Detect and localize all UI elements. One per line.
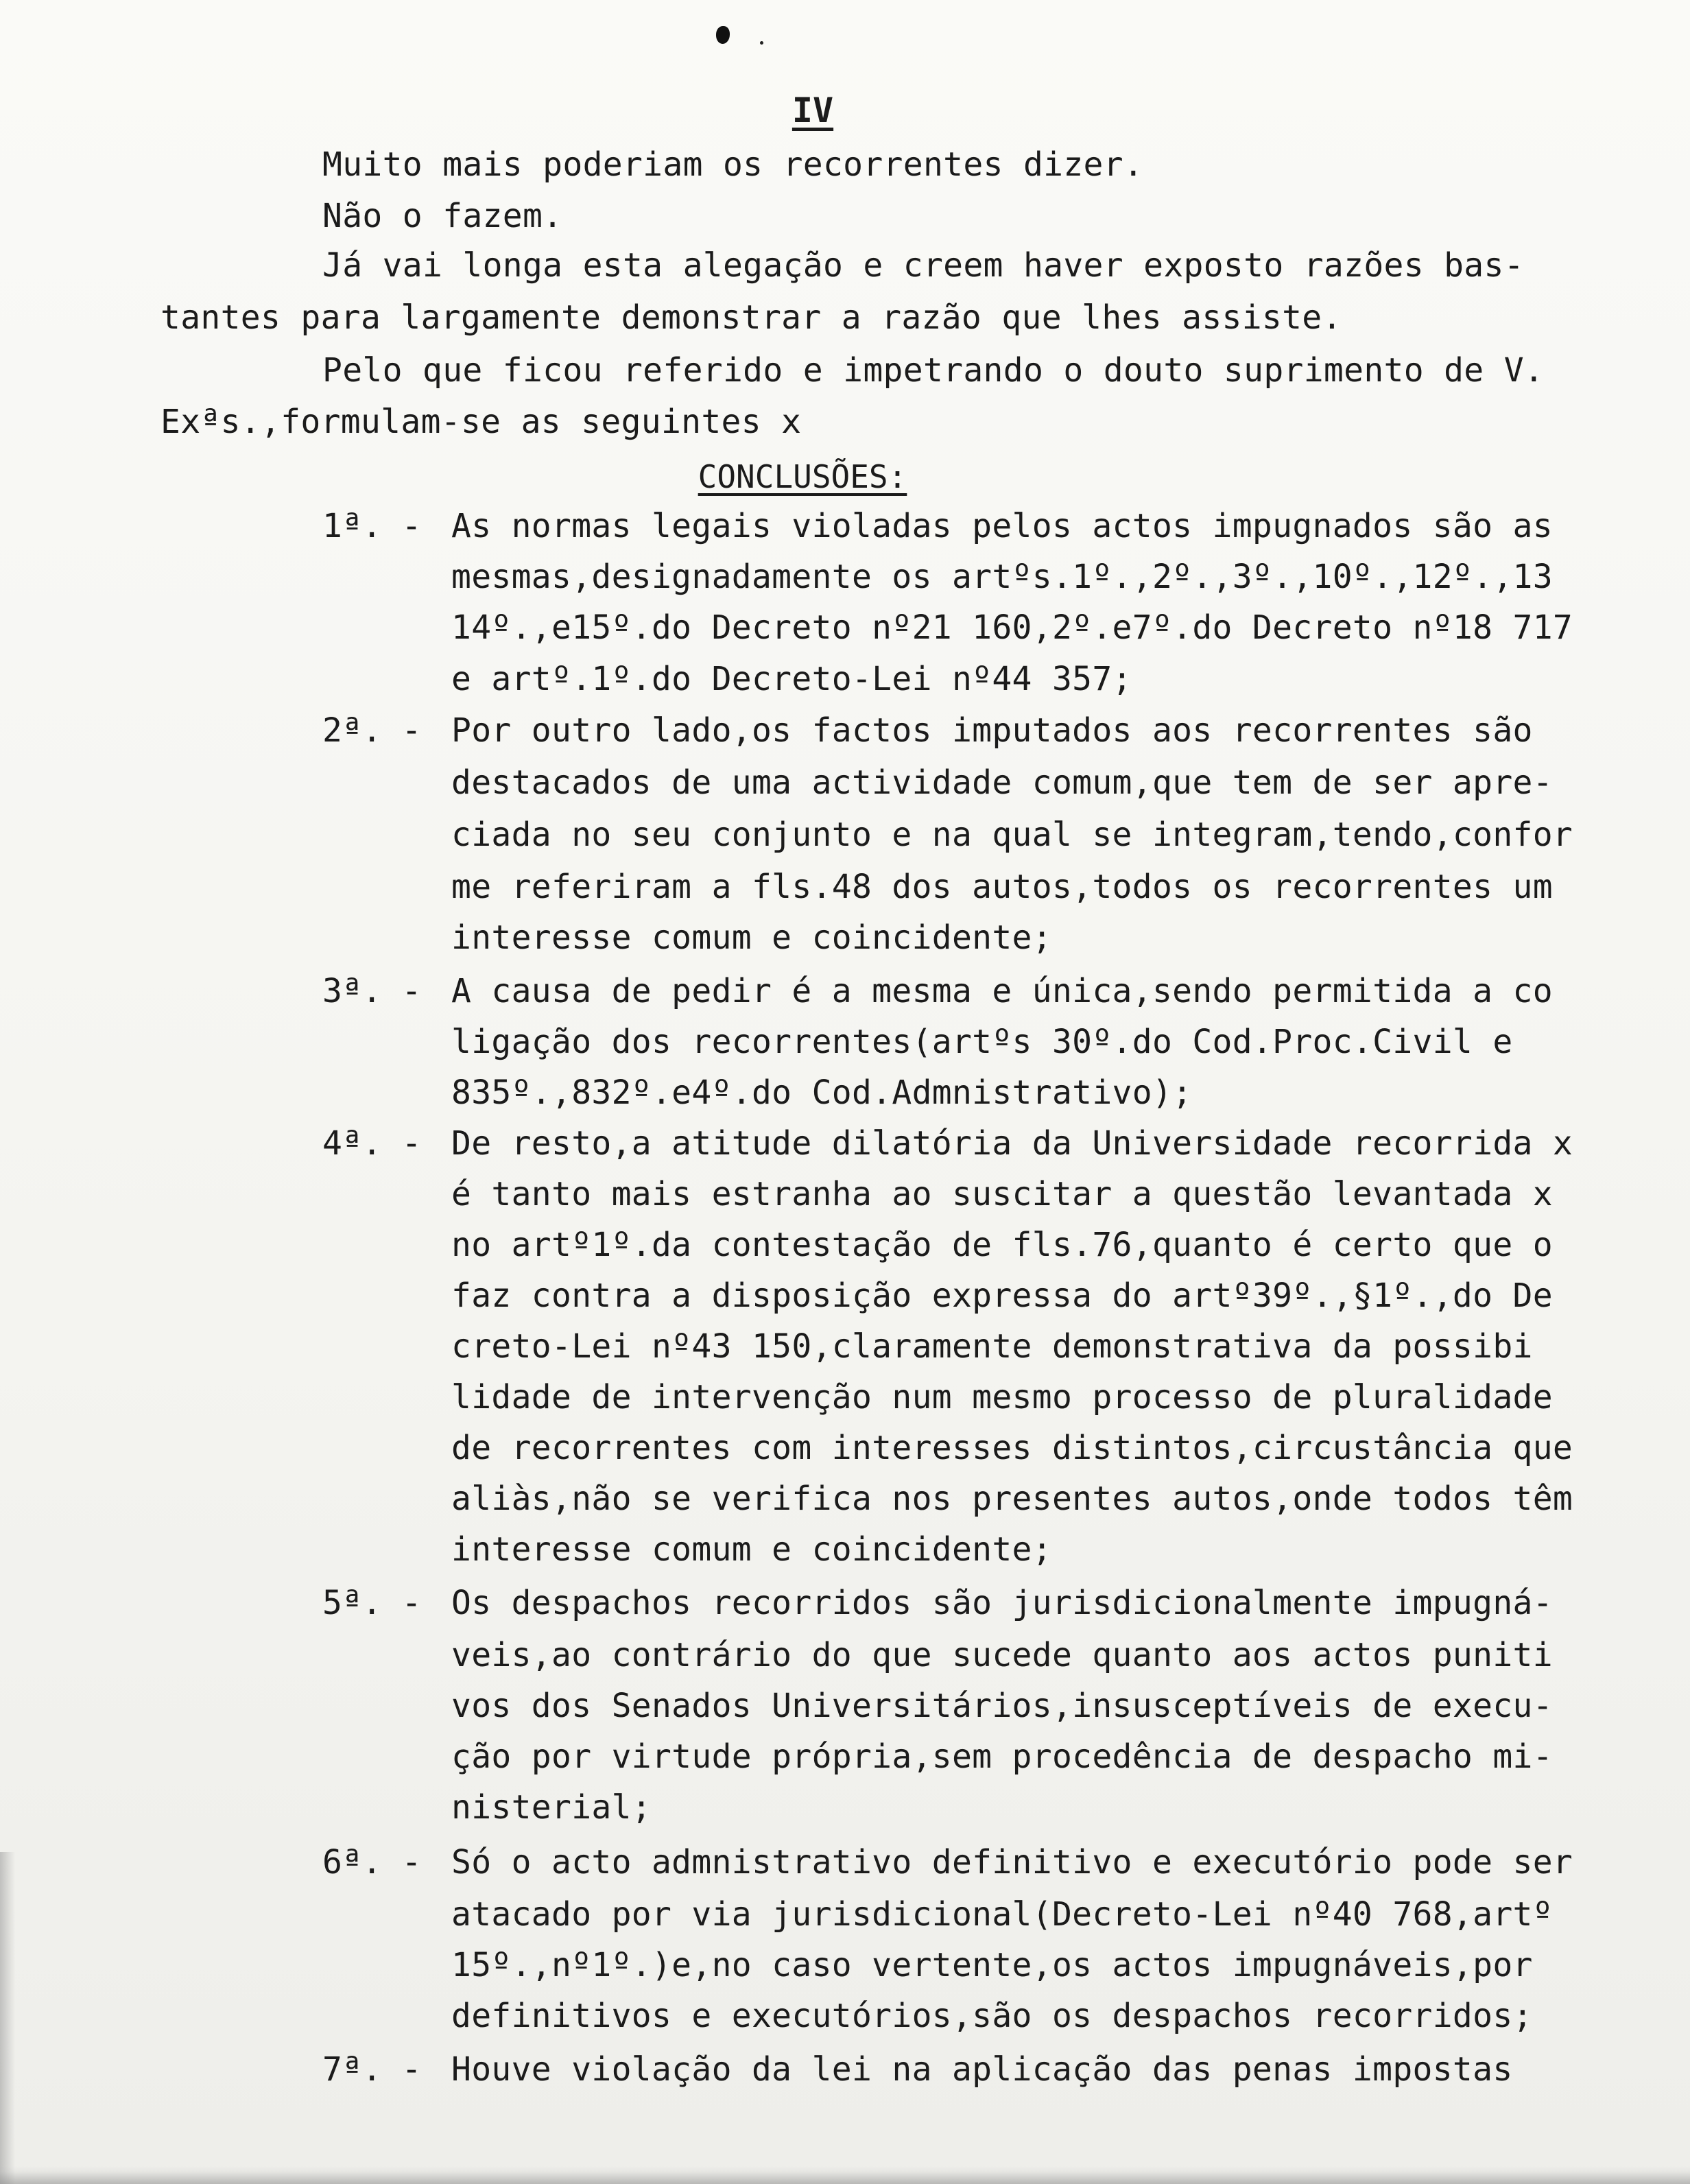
conclusion-line: 15º.,nº1º.)e,no caso vertente,os actos impugnáveis,por <box>451 1946 1533 1984</box>
conclusions-heading: CONCLUSÕES: <box>698 458 907 495</box>
conclusion-line: creto-Lei nº43 150,claramente demonstrativa da possibi <box>451 1327 1533 1366</box>
scan-edge-shadow <box>0 1852 15 2184</box>
conclusion-line: De resto,a atitude dilatória da Universidade recorrida x <box>451 1124 1573 1163</box>
conclusion-line: definitivos e executórios,são os despachos recorridos; <box>451 1997 1533 2035</box>
conclusion-number: 4ª. - <box>322 1124 422 1163</box>
conclusion-line: atacado por via jurisdicional(Decreto-Lei nº40 768,artº <box>451 1895 1553 1934</box>
conclusion-line: lidade de intervenção num mesmo processo de pluralidade <box>451 1378 1553 1416</box>
conclusion-line: aliàs,não se verifica nos presentes autos,onde todos têm <box>451 1480 1573 1518</box>
conclusion-line: vos dos Senados Universitários,insusceptíveis de execu- <box>451 1687 1553 1725</box>
conclusion-line: de recorrentes com interesses distintos,circustância que <box>451 1429 1573 1467</box>
conclusion-line: interesse comum e coincidente; <box>451 918 1052 957</box>
conclusion-number: 5ª. - <box>322 1584 422 1622</box>
conclusion-number: 1ª. - <box>322 507 422 545</box>
intro-line: Não o fazem. <box>322 197 563 235</box>
ink-dot-mark <box>760 41 763 45</box>
conclusion-line: destacados de uma actividade comum,que tem de ser apre- <box>451 763 1553 802</box>
conclusion-line: 14º.,e15º.do Decreto nº21 160,2º.e7º.do Decreto nº18 717 <box>451 608 1573 647</box>
conclusion-line: Os despachos recorridos são jurisdicionalmente impugná- <box>451 1584 1553 1622</box>
conclusion-line: é tanto mais estranha ao suscitar a questão levantada x <box>451 1175 1553 1213</box>
conclusion-line: ligação dos recorrentes(artºs 30º.do Cod.Proc.Civil e <box>451 1023 1513 1061</box>
conclusion-line: As normas legais violadas pelos actos impugnados são as <box>451 507 1553 545</box>
conclusion-line: e artº.1º.do Decreto-Lei nº44 357; <box>451 660 1132 698</box>
conclusion-line: me referiram a fls.48 dos autos,todos os recorrentes um <box>451 868 1553 906</box>
conclusion-line: nisterial; <box>451 1788 652 1827</box>
ink-blot-mark <box>716 26 730 44</box>
scan-bottom-fold <box>0 2166 1690 2184</box>
conclusion-line: Houve violação da lei na aplicação das penas impostas <box>451 2050 1513 2089</box>
conclusion-number: 3ª. - <box>322 972 422 1010</box>
conclusion-line: interesse comum e coincidente; <box>451 1530 1052 1569</box>
conclusion-line: mesmas,designadamente os artºs.1º.,2º.,3º.,10º.,12º.,13 <box>451 558 1553 596</box>
conclusion-line: veis,ao contrário do que sucede quanto aos actos puniti <box>451 1636 1553 1674</box>
conclusion-line: ciada no seu conjunto e na qual se integram,tendo,confor <box>451 816 1573 854</box>
intro-line: Muito mais poderiam os recorrentes dizer. <box>322 145 1144 184</box>
intro-line: Já vai longa esta alegação e creem haver exposto razões bas- <box>322 246 1524 285</box>
intro-line: Exªs.,formulam-se as seguintes x <box>160 403 802 441</box>
conclusion-line: ção por virtude própria,sem procedência de despacho mi- <box>451 1737 1553 1776</box>
conclusion-number: 7ª. - <box>322 2050 422 2089</box>
conclusion-line: Só o acto admnistrativo definitivo e executório pode ser <box>451 1843 1573 1882</box>
conclusion-number: 6ª. - <box>322 1843 422 1882</box>
conclusion-line: no artº1º.da contestação de fls.76,quanto é certo que o <box>451 1226 1553 1264</box>
conclusion-line: Por outro lado,os factos imputados aos recorrentes são <box>451 711 1533 750</box>
intro-line: tantes para largamente demonstrar a razão que lhes assiste. <box>160 298 1342 337</box>
conclusion-line: A causa de pedir é a mesma e única,sendo permitida a co <box>451 972 1553 1010</box>
conclusion-line: faz contra a disposição expressa do artº39º.,§1º.,do De <box>451 1277 1553 1315</box>
conclusion-number: 2ª. - <box>322 711 422 750</box>
intro-line: Pelo que ficou referido e impetrando o douto suprimento de V. <box>322 351 1545 390</box>
section-number: IV <box>792 91 834 130</box>
conclusion-line: 835º.,832º.e4º.do Cod.Admnistrativo); <box>451 1073 1193 1112</box>
